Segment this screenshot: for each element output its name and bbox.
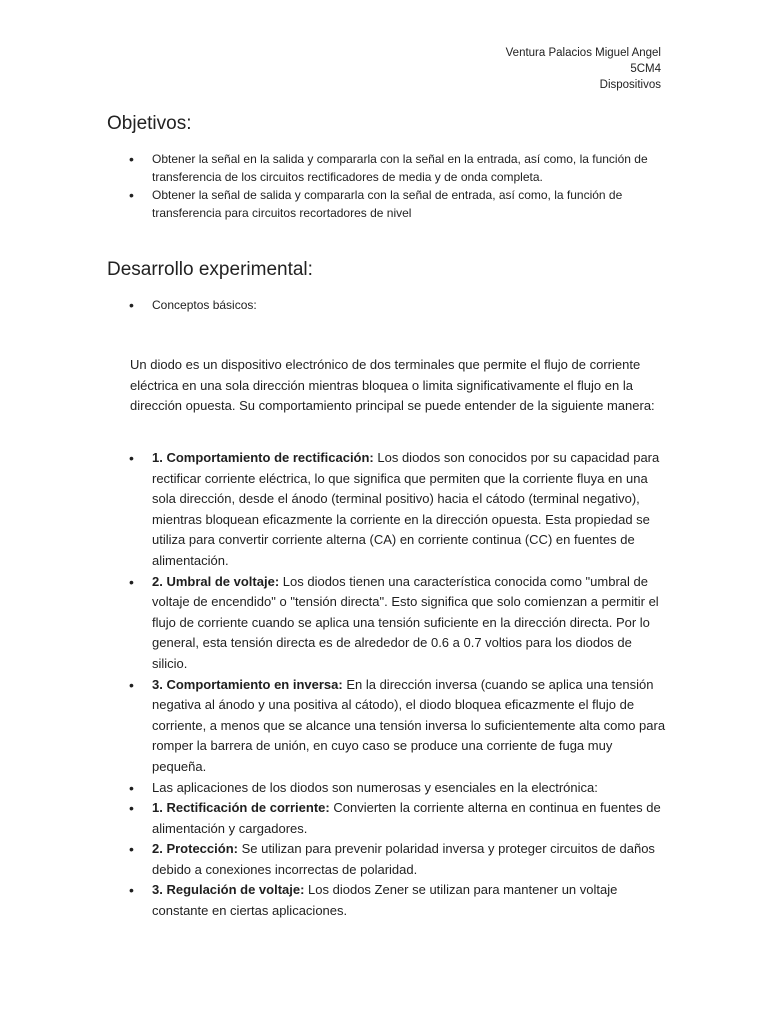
item-text: Convierten la corriente alterna en continua en fuentes de alimentación y cargadores. [152,800,661,836]
concepts-item: • Conceptos básicos: [107,295,667,315]
objetivo-item: • Obtener la señal de salida y compararla con la señal de entrada, así como, la función de transferencia para circuitos recortadores de nivel [107,186,667,222]
item-text: Se utilizan para prevenir polaridad inversa y proteger circuitos de daños debido a conexiones incorrectas de polaridad. [152,841,655,877]
author-name: Ventura Palacios Miguel Angel [505,47,661,59]
item-bold-label: 1. Comportamiento de rectificación: [152,450,374,465]
list-item [107,839,667,880]
intro-paragraph: Un diodo es un dispositivo electrónico de dos terminales que permite el flujo de corriente eléctrica en una sola dirección mientras bloquea o limita significativamente el flujo en la dirección opuesta. Su comportamiento principal se puede entender de la siguiente manera: [130,357,655,414]
item-bold-label: 2. Protección: [152,841,238,857]
item-bold-label: 2. Umbral de voltaje: [152,573,280,589]
item-text: Los diodos son conocidos por su capacidad para rectificar corriente eléctrica, lo que significa que permiten que la corriente fluya en una sola dirección, desde el ánodo (terminal positivo) hacia el cátodo (terminal negativo), mientras bloquean eficazmente la corriente en la dirección opuesta. Esta propiedad se utiliza para convertir corriente alterna (CA) en corriente continua (CC) en fuentes de alimentación. [152,450,660,568]
item-bold-label: 3. Regulación de voltaje: [152,882,305,898]
list-item [107,798,667,839]
list-item [107,778,667,799]
objetivos-list [107,150,667,222]
item-bold-label: 1. Rectificación de corriente: [152,800,330,816]
page-header [506,45,661,93]
item-text: Los diodos tienen una característica conocida como "umbral de voltaje de encendido" o "tensión directa". Esto significa que solo comienzan a permitir el flujo de corriente cuando se aplica una tensión suficiente en la dirección directa. Por lo general, esta tensión directa es de alrededor de 0.6 a 0.7 voltios para los diodos de silicio. [152,573,659,671]
objetivo-item: • Obtener la señal en la salida y compararla con la señal en la entrada, así como, la función de transferencia de los circuitos rectificadores de media y de onda completa. [107,150,667,186]
subject-name: Dispositivos [599,79,661,91]
list-item [107,572,667,675]
desarrollo-heading: Desarrollo experimental: [107,259,313,280]
item-text: Los diodos Zener se utilizan para mantener un voltaje constante en ciertas aplicaciones. [152,882,618,919]
item-text: En la dirección inversa (cuando se aplica una tensión negativa al ánodo y una positiva al cátodo), el diodo bloquea eficazmente el flujo de corriente, a menos que se alcance una tensión inversa lo suficientemente alta como para romper la barrera de unión, en cuyo caso se produce una corriente de fuga muy pequeña. [152,676,666,774]
list-item [107,448,667,572]
concepts-list [107,295,667,315]
item-bold-label: 3. Comportamiento en inversa: [152,676,343,692]
item-text: Las aplicaciones de los diodos son numerosas y esenciales en la electrónica: [152,779,598,795]
group-code: 5CM4 [630,63,661,75]
list-item [107,880,667,921]
list-item [107,675,667,778]
diode-properties-list [107,448,667,922]
objetivos-heading: Objetivos: [107,113,192,134]
